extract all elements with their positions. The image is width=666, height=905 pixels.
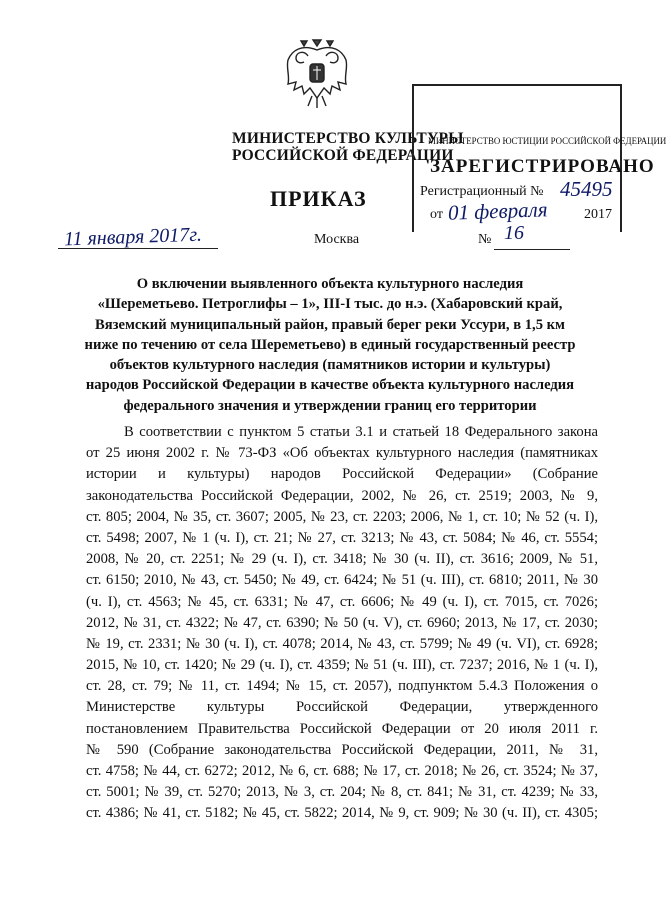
order-heading	[80, 274, 580, 416]
heading-line: ниже по течению от села Шереметьево) в единый государственный реестр	[84, 336, 576, 353]
body-line: № 19, ст. 2331; № 30 (ч. I), ст. 4078; 2014, № 43, ст. 5799; № 49 (ч. VI), ст. 6928;	[86, 635, 598, 652]
stamp-regnum-label: Регистрационный №	[420, 184, 544, 199]
body-line: истории и культуры) народов Российской Федерации» (Собрание	[86, 466, 598, 483]
heading-line: О включении выявленного объекта культурного наследия	[136, 276, 524, 292]
body-line: ст. 28, ст. 79; № 11, ст. 1494; № 15, ст. 2057), подпунктом 5.4.3 Положения о	[86, 678, 598, 695]
body-line: ст. 5498; 2007, № 1 (ч. I), ст. 21; № 27, ст. 3213; № 43, ст. 5084; № 46, ст. 5554;	[86, 529, 598, 546]
heading-line: федерального значения и утверждении границ его территории	[123, 397, 537, 414]
heading-line: объектов культурного наследия (памятников истории и культуры)	[109, 357, 551, 374]
stamp-date-value: 01 февраля	[447, 197, 548, 225]
body-line: 2012, № 31, ст. 4322; № 47, ст. 6390; № 50 (ч. V), ст. 6960; 2013, № 17, ст. 2030;	[86, 614, 598, 631]
stamp-registered: ЗАРЕГИСТРИРОВАНО	[430, 156, 655, 177]
ministry-line-2: РОССИЙСКОЙ ФЕДЕРАЦИИ	[232, 147, 454, 164]
body-line: постановлением Правительства Российской Федерации от 20 июля 2011 г.	[86, 720, 598, 737]
city: Москва	[314, 232, 360, 247]
body-line: 2015, № 10, ст. 1420; № 29 (ч. I), ст. 4359; № 51 (ч. III), ст. 7237; 2016, № 1 (ч. I),	[86, 657, 598, 674]
document-type: ПРИКАЗ	[270, 186, 367, 211]
body-line: В соответствии с пунктом 5 статьи 3.1 и статьей 18 Федерального закона	[124, 424, 598, 440]
order-body	[86, 422, 598, 825]
body-line: Министерстве культуры Российской Федерации, утвержденного	[86, 699, 598, 716]
body-line: 2008, № 20, ст. 2251; № 29 (ч. I), ст. 3418; № 30 (ч. II), ст. 3616; 2009, № 51,	[86, 551, 598, 568]
heading-line: «Шереметьево. Петроглифы – 1», III-I тыс. до н.э. (Хабаровский край,	[97, 296, 563, 313]
order-number-label: №	[478, 232, 492, 247]
ministry-name	[232, 130, 464, 164]
body-line: (ч. I), ст. 4563; № 45, ст. 6331; № 47, ст. 6606; № 49 (ч. I), ст. 7015, ст. 7026;	[86, 593, 598, 610]
date-underline	[58, 248, 218, 249]
coat-of-arms-icon	[282, 36, 352, 112]
body-line: от 25 июня 2002 г. № 73-ФЗ «Об объектах культурного наследия (памятниках	[86, 445, 598, 462]
stamp-agency: МИНИСТЕРСТВО ЮСТИЦИИ РОССИЙСКОЙ ФЕДЕРАЦИИ	[428, 137, 666, 147]
stamp-regnum-value: 45495	[560, 177, 613, 201]
body-line: законодательства Российской Федерации, 2002, № 26, ст. 2519; 2003, № 9,	[86, 487, 598, 504]
body-line: № 590 (Собрание законодательства Российской Федерации, 2011, № 31,	[86, 741, 598, 758]
handwritten-date: 11 января 2017г.	[63, 223, 203, 251]
body-line: ст. 4386; № 41, ст. 5182; № 45, ст. 5822; 2014, № 9, ст. 909; № 30 (ч. II), ст. 4305;	[86, 805, 598, 822]
handwritten-order-number: 16	[504, 222, 524, 244]
body-line: ст. 5001; № 39, ст. 5270; 2013, № 3, ст. 204; № 8, ст. 841; № 31, ст. 4239; № 33,	[86, 784, 598, 801]
heading-line: народов Российской Федерации в качестве объекта культурного наследия	[85, 377, 575, 394]
body-line: ст. 4758; № 44, ст. 6272; 2012, № 6, ст. 688; № 17, ст. 2018; № 26, ст. 3524; № 37,	[86, 763, 598, 779]
stamp-date-label: от	[430, 207, 443, 222]
body-line: ст. 6150; 2010, № 43, ст. 5450; № 49, ст. 6424; № 51 (ч. III), ст. 6810; 2011, № 30	[86, 572, 598, 589]
ministry-line-1: МИНИСТЕРСТВО КУЛЬТУРЫ	[232, 130, 464, 147]
body-line: ст. 805; 2004, № 35, ст. 3607; 2005, № 23, ст. 2203; 2006, № 1, ст. 10; № 52 (ч. I),	[86, 508, 598, 525]
heading-line: Вяземский муниципальный район, правый берег реки Уссури, в 1,5 км	[94, 316, 565, 333]
stamp-year: 2017	[584, 207, 612, 222]
number-underline	[494, 249, 570, 250]
